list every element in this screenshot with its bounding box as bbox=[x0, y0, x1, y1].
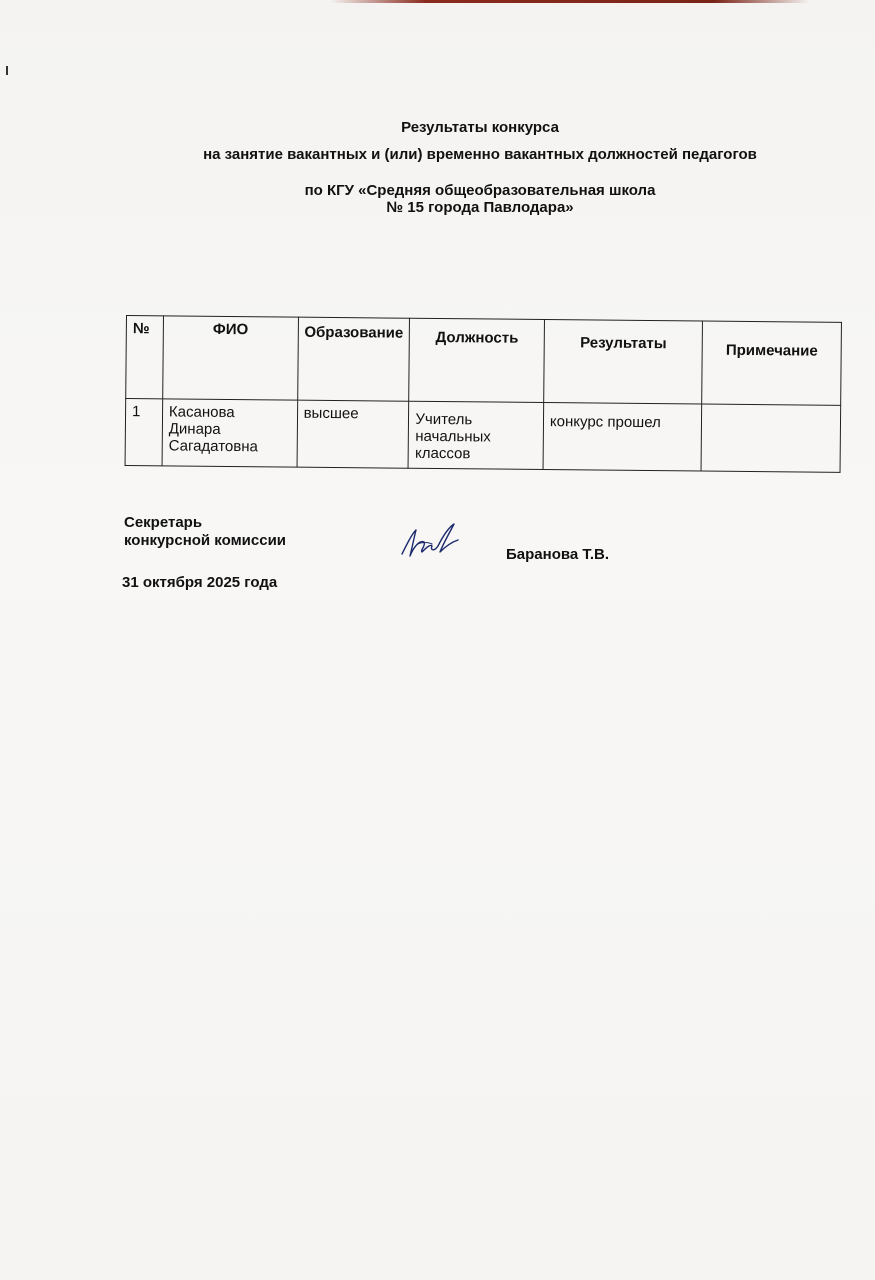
document-title: Результаты конкурса bbox=[401, 119, 559, 136]
column-header-number: № bbox=[126, 316, 164, 399]
column-header-results: Результаты bbox=[544, 320, 703, 405]
cell-education: высшее bbox=[297, 400, 409, 468]
table-row bbox=[125, 399, 841, 473]
document-subtitle: на занятие вакантных и (или) временно вакантных должностей педагогов bbox=[203, 146, 757, 163]
margin-mark bbox=[6, 66, 8, 75]
cell-fio: Касанова Динара Сагадатовна bbox=[162, 399, 297, 467]
organization-line-1: по КГУ «Средняя общеобразовательная школа bbox=[304, 182, 656, 199]
commission-title: конкурсной комиссии bbox=[124, 532, 287, 549]
results-table bbox=[125, 315, 842, 473]
signer-name: Баранова Т.В. bbox=[506, 546, 610, 563]
column-header-position: Должность bbox=[409, 318, 544, 402]
secretary-title: Секретарь bbox=[124, 514, 203, 531]
column-header-fio: ФИО bbox=[163, 316, 298, 400]
column-header-education: Образование bbox=[297, 317, 410, 401]
document-date: 31 октября 2025 года bbox=[122, 574, 278, 591]
handwritten-signature bbox=[398, 520, 468, 564]
organization-line-2: № 15 города Павлодара» bbox=[386, 199, 574, 216]
cell-note bbox=[701, 404, 840, 472]
cell-result: конкурс прошел bbox=[543, 403, 702, 472]
cell-number: 1 bbox=[125, 399, 163, 466]
table-header-row bbox=[126, 316, 842, 406]
column-header-note: Примечание bbox=[702, 321, 841, 405]
paper-top-edge bbox=[330, 0, 810, 3]
cell-position: Учитель начальных классов bbox=[408, 401, 543, 469]
